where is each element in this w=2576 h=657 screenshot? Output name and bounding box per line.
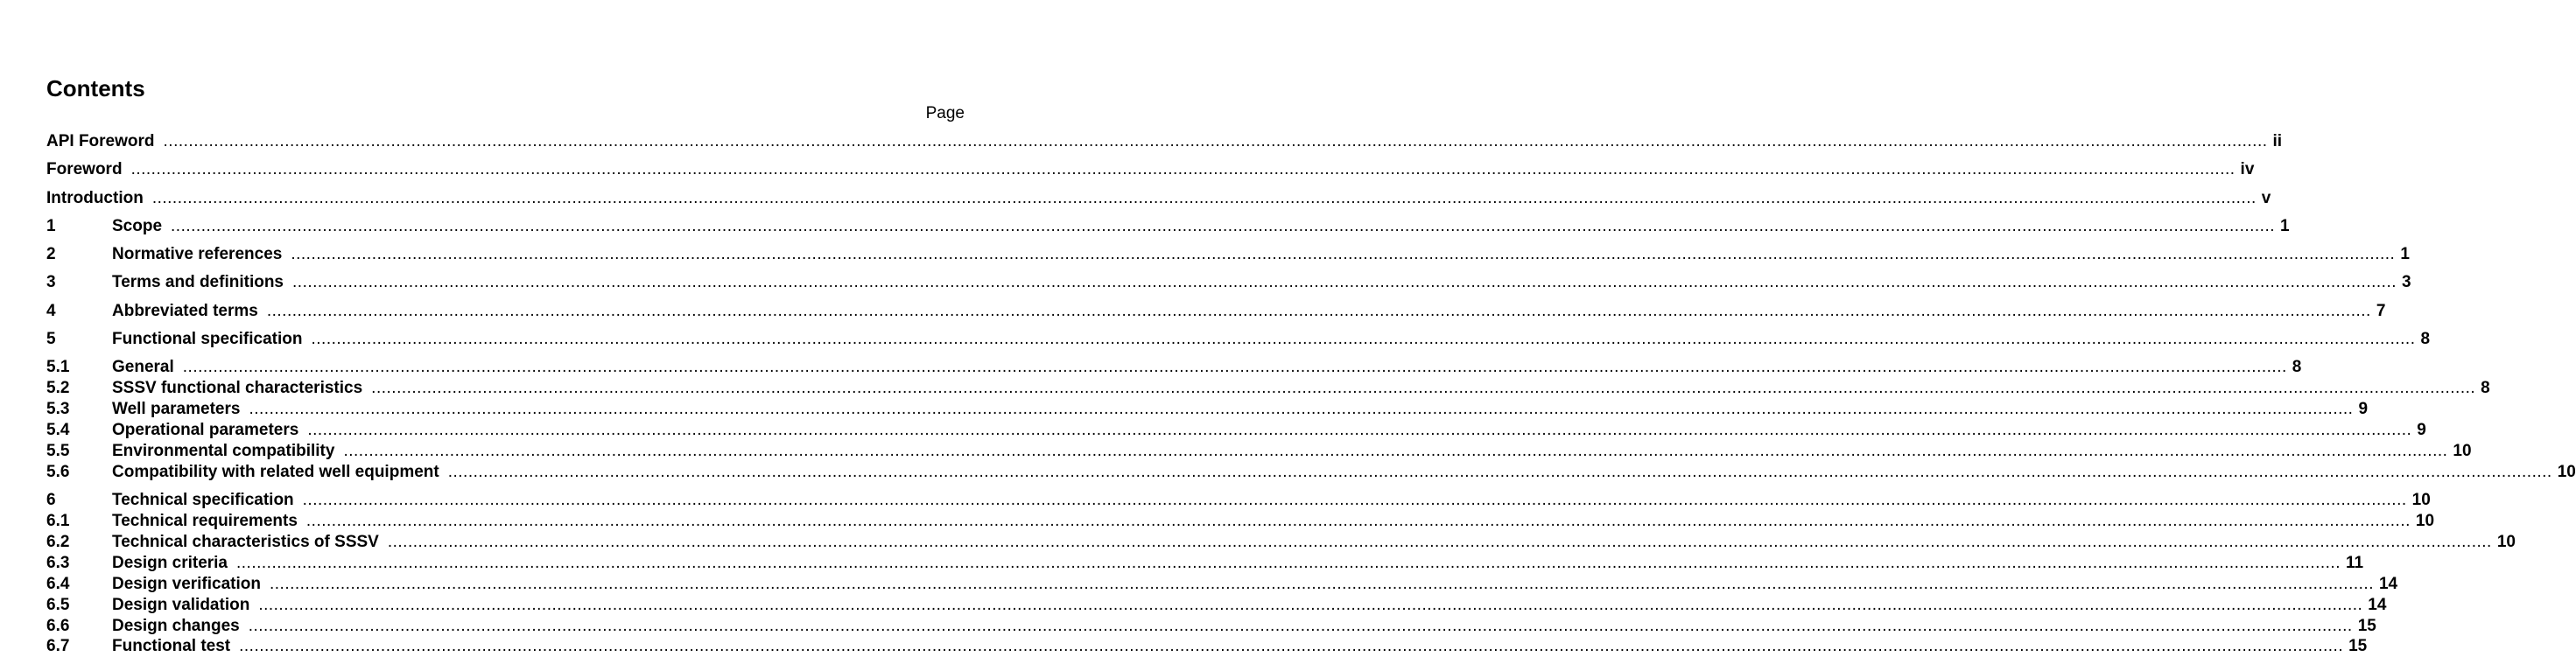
toc-entry[interactable] xyxy=(46,131,2283,152)
toc-entry[interactable] xyxy=(46,462,2576,483)
toc-leader-dots xyxy=(343,441,2447,462)
toc-entry-number: 6.2 xyxy=(46,533,70,551)
toc-leader-dots xyxy=(270,574,2374,595)
toc-entry-page: 10 xyxy=(2496,533,2516,551)
toc-entry-title: Technical requirements xyxy=(112,512,298,530)
toc-entry-title: General xyxy=(112,358,174,376)
toc-entry-number: 1 xyxy=(46,217,56,235)
toc-leader-dots xyxy=(164,131,2268,152)
toc-leader-dots xyxy=(249,399,2353,420)
toc-entry-number: 5.1 xyxy=(46,358,70,376)
page-column-label: Page xyxy=(925,104,965,122)
toc-entry-page: 15 xyxy=(2348,637,2368,655)
toc-entry-title: SSSV functional characteristics xyxy=(112,379,363,397)
toc-entry-title: Normative references xyxy=(112,245,283,263)
toc-entry-title: Well parameters xyxy=(112,400,241,418)
toc-entry[interactable] xyxy=(46,490,2431,511)
toc-entry-number: 6 xyxy=(46,491,56,509)
toc-entry-page: 10 xyxy=(2415,512,2435,530)
toc-entry[interactable] xyxy=(46,357,2302,378)
toc-entry-title: Operational parameters xyxy=(112,421,299,439)
toc-entry[interactable] xyxy=(46,399,2369,420)
toc-leader-dots xyxy=(183,357,2287,378)
toc-entry-title: API Foreword xyxy=(46,132,155,150)
toc-leader-dots xyxy=(388,532,2492,553)
toc-entry-title: Functional specification xyxy=(112,330,303,348)
toc-leader-dots xyxy=(306,511,2411,532)
toc-entry[interactable] xyxy=(46,553,2364,574)
toc-entry-title: Design changes xyxy=(112,617,240,635)
toc-entry-page: 10 xyxy=(2557,463,2576,481)
toc-entry-title: Design validation xyxy=(112,596,250,614)
toc-entry-number: 6.3 xyxy=(46,554,70,572)
toc-entry-number: 6.7 xyxy=(46,637,70,655)
toc-leader-dots xyxy=(236,553,2341,574)
toc-entry-number: 6.6 xyxy=(46,617,70,635)
toc-entry-title: Technical specification xyxy=(112,491,294,509)
toc-entry-title: Terms and definitions xyxy=(112,273,284,291)
toc-entry-page: 7 xyxy=(2376,302,2386,320)
toc-entry-number: 2 xyxy=(46,245,56,263)
toc-entry-number: 4 xyxy=(46,302,56,320)
toc-entry-page: 9 xyxy=(2417,421,2426,439)
toc-entry-title: Design criteria xyxy=(112,554,228,572)
toc-leader-dots xyxy=(258,595,2362,616)
toc-leader-dots xyxy=(249,616,2353,637)
toc-leader-dots xyxy=(292,272,2397,293)
toc-entry[interactable] xyxy=(46,636,2368,657)
toc-entry[interactable] xyxy=(46,511,2435,532)
toc-entry-number: 5 xyxy=(46,330,56,348)
toc-entry[interactable] xyxy=(46,441,2472,462)
toc-leader-dots xyxy=(371,378,2475,399)
toc-entry[interactable] xyxy=(46,329,2431,350)
toc-entry[interactable] xyxy=(46,301,2386,322)
toc-entry-number: 5.5 xyxy=(46,442,70,460)
toc-entry-page: 8 xyxy=(2292,358,2302,376)
toc-entry-page: 10 xyxy=(2453,442,2472,460)
toc-entry-title: Environmental compatibility xyxy=(112,442,335,460)
page-title: Contents xyxy=(46,75,145,101)
toc-entry-title: Foreword xyxy=(46,160,123,178)
toc-leader-dots xyxy=(131,159,2236,180)
toc-entry-page: 1 xyxy=(2280,217,2290,235)
toc-entry-page: 10 xyxy=(2411,491,2431,509)
toc-entry-page: 9 xyxy=(2358,400,2369,418)
toc-entry[interactable] xyxy=(46,532,2516,553)
toc-entry-title: Technical characteristics of SSSV xyxy=(112,533,379,551)
toc-entry-number: 6.5 xyxy=(46,596,70,614)
toc-entry-page: 8 xyxy=(2420,330,2431,348)
toc-leader-dots xyxy=(307,420,2411,441)
toc-entry-page: iv xyxy=(2240,160,2255,178)
toc-leader-dots xyxy=(291,244,2395,265)
toc-entry[interactable] xyxy=(46,595,2387,616)
toc-leader-dots xyxy=(311,329,2415,350)
toc-leader-dots xyxy=(303,490,2407,511)
toc-entry[interactable] xyxy=(46,244,2410,265)
toc-entry-page: ii xyxy=(2272,132,2283,150)
toc-entry-number: 5.3 xyxy=(46,400,70,418)
toc-entry-page: 14 xyxy=(2378,575,2398,593)
toc-entry-page: 11 xyxy=(2345,554,2364,572)
toc-entry[interactable] xyxy=(46,616,2376,637)
toc-entry-title: Scope xyxy=(112,217,163,235)
toc-entry[interactable] xyxy=(46,378,2490,399)
toc-entry-title: Functional test xyxy=(112,637,231,655)
toc-entry-page: 1 xyxy=(2400,245,2410,263)
toc-entry-number: 5.4 xyxy=(46,421,70,439)
toc-entry-number: 5.2 xyxy=(46,379,70,397)
toc-leader-dots xyxy=(152,188,2257,209)
toc-entry-title: Abbreviated terms xyxy=(112,302,258,320)
toc-entry-number: 6.4 xyxy=(46,575,70,593)
toc-entry-title: Design verification xyxy=(112,575,261,593)
toc-entry[interactable] xyxy=(46,574,2398,595)
toc-entry-page: v xyxy=(2261,189,2271,207)
toc-entry-title: Introduction xyxy=(46,189,144,207)
toc-entry-page: 8 xyxy=(2481,379,2490,397)
toc-entry[interactable] xyxy=(46,420,2426,441)
toc-leader-dots xyxy=(267,301,2371,322)
toc-entry-page: 3 xyxy=(2402,273,2411,291)
toc-entry[interactable] xyxy=(46,272,2411,293)
toc-entry-number: 6.1 xyxy=(46,512,70,530)
toc-entry[interactable] xyxy=(46,159,2255,180)
toc-entry-number: 3 xyxy=(46,273,56,291)
toc-entry[interactable] xyxy=(46,188,2271,209)
toc-entry-title: Compatibility with related well equipment xyxy=(112,463,439,481)
toc-entry[interactable] xyxy=(46,216,2290,237)
toc-leader-dots xyxy=(171,216,2275,237)
toc-leader-dots xyxy=(448,462,2552,483)
toc-entry-number: 5.6 xyxy=(46,463,70,481)
toc-leader-dots xyxy=(239,636,2343,657)
toc-entry-page: 14 xyxy=(2368,596,2387,614)
toc-entry-page: 15 xyxy=(2357,617,2376,635)
